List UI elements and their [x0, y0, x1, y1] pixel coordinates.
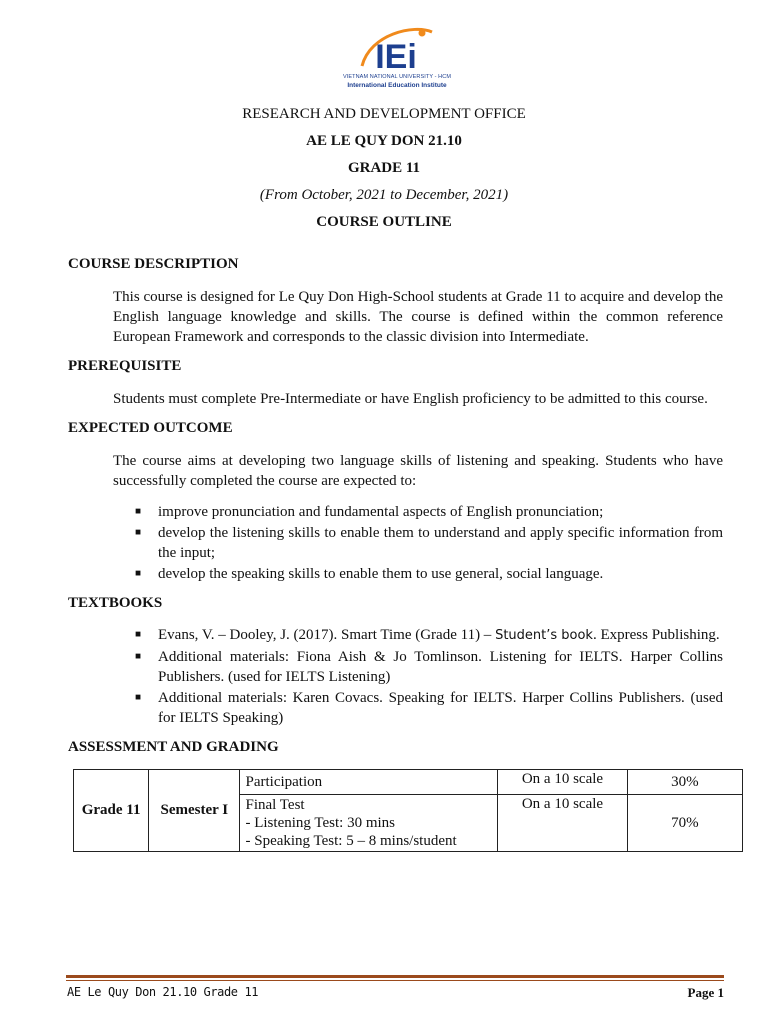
assessment-heading: ASSESSMENT AND GRADING — [68, 739, 279, 755]
grading-table — [73, 769, 743, 852]
course-code: AE LE QUY DON 21.10 — [306, 133, 462, 149]
iei-logo — [342, 26, 452, 94]
weight-cell: 30% — [627, 770, 742, 795]
iei-logo-icon — [356, 26, 436, 72]
logo-university: VIETNAM NATIONAL UNIVERSITY - HCM — [342, 74, 451, 80]
logo-acronym: IEi — [375, 38, 417, 72]
textbooks-list — [113, 625, 723, 729]
bullet-icon: ■ — [135, 651, 142, 662]
bullet-icon: ■ — [135, 506, 142, 517]
page-number: Page 1 — [687, 985, 724, 1000]
prerequisite-heading: PREREQUISITE — [68, 358, 182, 374]
logo-institute: International Education Institute — [347, 82, 447, 89]
course-description-text: This course is designed for Le Quy Don High-School students at Grade 11 to acquire and develop the English language knowledge and skills. The course is defined within the common reference European Framework and corresponds to the classic division into Intermediate. — [113, 289, 723, 345]
bullet-icon: ■ — [135, 629, 142, 640]
course-period: (From October, 2021 to December, 2021) — [259, 187, 509, 203]
list-item: ■ Additional materials: Fiona Aish & Jo Tomlinson. Listening for IELTS. Harper Collins Publishers. (used for IELTS Listening) — [135, 649, 723, 685]
office-title: RESEARCH AND DEVELOPMENT OFFICE — [242, 106, 526, 122]
footer-course: AE Le Quy Don 21.10 Grade 11 — [67, 985, 259, 999]
list-item: ■ Evans, V. – Dooley, J. (2017). Smart Time (Grade 11) – Student’s book. Express Publishing. — [135, 627, 720, 643]
component-cell: Final Test - Listening Test: 30 mins - Speaking Test: 5 – 8 mins/student — [240, 795, 498, 852]
bullet-icon: ■ — [135, 527, 142, 538]
list-item: ■ develop the speaking skills to enable them to use general, social language. — [135, 566, 604, 582]
expected-outcome-heading: EXPECTED OUTCOME — [68, 420, 233, 436]
footer-rule — [66, 975, 724, 978]
footer-rule-thin — [66, 980, 724, 981]
component-cell: Participation — [240, 770, 498, 795]
list-item: ■ Additional materials: Karen Covacs. Speaking for IELTS. Harper Collins Publishers. (used for IELTS Speaking) — [135, 690, 723, 726]
scale-cell: On a 10 scale — [498, 795, 627, 852]
grade-cell: Grade 11 — [74, 770, 149, 852]
table-row — [74, 770, 743, 795]
course-description-heading: COURSE DESCRIPTION — [68, 256, 239, 272]
grade-title: GRADE 11 — [347, 160, 421, 176]
doc-title: COURSE OUTLINE — [316, 214, 452, 230]
expected-outcome-text: The course aims at developing two language skills of listening and speaking. Students who have successfully completed the course are expected to: — [113, 453, 723, 489]
semester-cell: Semester I — [149, 770, 240, 852]
prerequisite-text: Students must complete Pre-Intermediate or have English proficiency to be admitted to this course. — [113, 391, 708, 407]
scale-cell: On a 10 scale — [498, 770, 627, 795]
list-item: ■ develop the listening skills to enable them to understand and apply specific information from the input; — [135, 525, 723, 561]
outcome-list — [113, 502, 723, 585]
textbooks-heading: TEXTBOOKS — [68, 595, 163, 611]
bullet-icon: ■ — [135, 568, 142, 579]
list-item: ■ improve pronunciation and fundamental aspects of English pronunciation; — [135, 504, 604, 520]
bullet-icon: ■ — [135, 692, 142, 703]
weight-cell: 70% — [627, 795, 742, 852]
